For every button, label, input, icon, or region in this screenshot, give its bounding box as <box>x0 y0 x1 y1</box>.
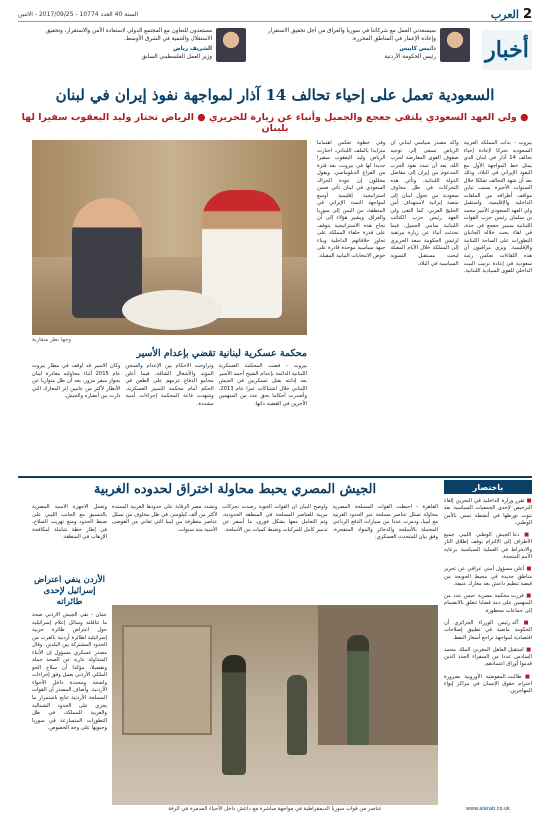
quote-text <box>254 28 436 61</box>
sub-story-column: وكان الأسير قد أوقف في مطار بيروت عام 2015 أثناء محاولته مغادرة لبنان بجواز سفر مزور، بعد أن ظل متواريا عن الأنظار لأكثر من عامين إثر المعارك التي دارت بين أنصاره والجيش. <box>32 363 121 400</box>
photo-table <box>122 290 222 330</box>
lead-column: وأكد مصدر سياسي لبناني أن الرياض تسعى إلى توحيد صفوف القوى المعارضة لحزب الله، بعد أن تمدد نفوذ الحزب المدعوم من إيران إلى مفاصل الدولة اللبنانية. وتأتي هذه التحركات في ظل مخاوف سعودية من تحول لبنان إلى منصة إيرانية لاستهداف أمن الخليج العربي. كما التقى ولي العهد رئيس حزب الكتائب اللبنانية سامي الجميل، فيما تحدثت أنباء عن زيارة مرتقبة لرئيس الحكومة سعد الحريري إلى المملكة خلال الأيام المقبلة لبحث مستقبل التسوية السياسية في البلاد. <box>390 140 459 267</box>
photo-figure <box>347 635 369 745</box>
second-story-left-column: وتعمل الأجهزة الأمنية المصرية بالتنسيق مع الجانب الليبي على ضبط الحدود ومنع تهريب السلاح، في إطار خطة شاملة لمكافحة الإرهاب في المنطقة. <box>32 504 107 541</box>
brief-item: ■ أكد رئيس الوزراء الجزائري أن الحكومة ماضية في تطبيق إصلاحات اقتصادية لمواجهة تراجع أسعار النفط. <box>444 620 532 642</box>
lead-body <box>317 140 532 465</box>
quote-body: سيسعدني العمل مع شركائنا في سوريا والعراق من أجل تحقيق الاستقرار وإعادة الإعمار في المناطق المحررة. <box>267 28 436 42</box>
sub-story <box>32 348 307 468</box>
brief-item: ■ طالبت المفوضية الأوروبية بضرورة احترام حقوق الإنسان في مراكز إيواء المهاجرين. <box>444 674 532 696</box>
brief-item: ■ تقرر وزارة الداخلية في البحرين إلغاء الترخيص لإحدى الجمعيات السياسية بعد ثبوت تورطها في أنشطة تمس بالأمن الوطني. <box>444 498 532 527</box>
photo-building <box>122 625 212 735</box>
jordan-story <box>32 575 107 800</box>
quote-name: الشريف رياض <box>173 46 212 53</box>
quote-box <box>254 28 470 76</box>
photo-building <box>318 605 438 745</box>
raqqa-photo <box>112 605 438 805</box>
photo-figure <box>287 675 307 755</box>
brief-item: ■ دعا الجيش الوطني الليبي جميع الأطراف إلى الالتزام بوقف إطلاق النار والانخراط في العملية السياسية برعاية الأمم المتحدة. <box>444 532 532 561</box>
sub-story-column: بيروت - قضت المحكمة العسكرية اللبنانية الدائمة بإعدام الشيخ أحمد الأسير بعد إدانته بقتل عسكريين في الجيش اللبناني خلال اشتباكات عبرا عام 2013، وأصدرت أحكاما بحق عدد من المتهمين الآخرين في القضية ذاتها. <box>218 363 307 407</box>
quote-text <box>30 28 212 61</box>
quotes-strip <box>30 28 470 76</box>
jordan-headline: الأردن ينفي اعتراض إسرائيل لإحدى طائراته <box>34 575 105 608</box>
masthead-bar <box>18 8 532 22</box>
second-story-body <box>112 504 438 600</box>
section-label: أخبار <box>482 30 532 70</box>
quote-body: مستعدون للتعاون مع المجتمع الدولي لاستعادة الأمن والاستقرار، وتحقيق الاستقلال والتنمية في الشرق الأوسط. <box>45 28 212 42</box>
quote-role: رئيس الحكومة الأردنية <box>384 53 436 60</box>
page-number: 2 <box>522 7 532 22</box>
second-headline: الجيش المصري يحبط محاولة اختراق لحدوده الغربية <box>93 482 377 497</box>
briefs-column <box>444 498 532 798</box>
issue-date-line: السنة 40 العدد 10774 - 2017/09/25 - الاثنين <box>18 11 139 18</box>
website-footer: www.alarab.co.uk <box>465 806 511 812</box>
brief-item: ■ أعلن مسؤول أمني عراقي عن تحرير مناطق جديدة في محيط الحويجة من قبضة تنظيم داعش بعد معارك عنيفة. <box>444 566 532 588</box>
lead-column: بيروت - بدأت المملكة العربية السعودية تحركا لإعادة إحياء تحالف 14 آذار في لبنان الذي يمثل خط المواجهة الأول مع النفوذ الإيراني في البلاد، وذلك بعد أن شهد التحالف تفككا خلال السنوات الأخيرة بسبب تباين مواقف أطرافه من الملفات الداخلية والإقليمية. واستقبل ولي العهد السعودي الأمير محمد بن سلمان رئيس حزب القوات اللبنانية سمير جعجع في جدة، في لقاء بحث خلاله الجانبان التطورات على الساحة اللبنانية والإقليمية. ويرى مراقبون أن هذه اللقاءات تعكس رغبة سعودية في إعادة ترتيب البيت الداخلي للقوى السيادية اللبنانية. <box>463 140 532 275</box>
sub-story-headline: محكمة عسكرية لبنانية تقضي بإعدام الأسير <box>136 348 307 359</box>
lead-headline: السعودية تعمل على إحياء تحالف 14 آذار لمواجهة نفوذ إيران في لبنان <box>55 86 495 104</box>
newspaper-logo: العرب <box>490 8 519 21</box>
lead-photo <box>32 140 307 335</box>
lead-photo-caption: وجها نظر متقاربة <box>32 337 72 343</box>
sub-story-column: وتراوحت الأحكام بين الإعدام والسجن المؤبد والأشغال الشاقة، فيما أعلن محامو الدفاع عزمهم على الطعن في الحكم أمام محكمة التمييز العسكرية. وشهدت قاعة المحكمة إجراءات أمنية مشددة. <box>125 363 214 407</box>
lead-subhead: ● ولي العهد السعودي يلتقي جعجع والجميل وأنباء عن زيارة للحريري ● الرياض تختار وليد اليعقوب سفيرا لها بلبنان <box>21 112 529 134</box>
lead-column: وفي خطوة تعكس اهتماما متزايدا بالملف اللبناني، اختارت الرياض وليد اليعقوب سفيرا جديدا لها في بيروت، بعد فترة من الفراغ الدبلوماسي. ويقول محللون إن عودة الحراك السعودي في لبنان تأتي ضمن استراتيجية إقليمية أوسع لمواجهة التمدد الإيراني في المنطقة، من اليمن إلى سوريا والعراق. ويشير هؤلاء إلى أن نجاح هذه الاستراتيجية يتوقف على قدرة حلفاء المملكة على تجاوز خلافاتهم الداخلية وبناء جبهة سياسية موحدة قادرة على خوض الانتخابات النيابية المقبلة. <box>317 140 386 259</box>
brief-item: ■ قررت محكمة مصرية حبس عدد من المتهمين على ذمة قضايا تتعلق بالانضمام إلى جماعات محظورة. <box>444 593 532 615</box>
jordan-body: عمان - نفى الجيش الأردني صحة ما تناقلته وسائل إعلام إسرائيلية حول اعتراض طائرة حربية إسرائيلية لطائرة أردنية بالقرب من الحدود المشتركة بين البلدين. وقال مصدر عسكري مسؤول إن الأنباء المتداولة عارية عن الصحة جملة وتفصيلا، مؤكدا أن سلاح الجو الملكي الأردني يعمل وفق إجراءات واضحة ومحددة داخل الأجواء الأردنية. وأضاف المصدر أن القوات المسلحة الأردنية تتابع باستمرار ما يجري على الحدود الشمالية والغربية للمملكة، في ظل التطورات المتسارعة في سوريا وجنوبها على وجه الخصوص. <box>32 612 107 732</box>
quote-role: وزير العمل الفلسطيني السابق <box>141 53 212 60</box>
brief-item: ■ استقبل العاهل المغربي الملك محمد السادس عددا من السفراء الجدد الذين قدموا أوراق اعتمادهم. <box>444 647 532 669</box>
photo-figure <box>222 655 246 775</box>
second-story-column: القاهرة - أحبطت القوات المسلحة المصرية محاولة تسلل عناصر مسلحة عبر الحدود الغربية مع ليبيا، ودمرت عددا من سيارات الدفع الرباعي المحملة بالأسلحة والذخائر والمواد المتفجرة، وفق بيان للمتحدث العسكري. <box>332 504 438 541</box>
section-divider <box>18 476 532 478</box>
quote-name: دانيس كابيس <box>399 46 436 53</box>
second-story-column: وأوضح البيان أن القوات الجوية رصدت تحركات مريبة للعناصر المسلحة في المنطقة الحدودية، وتم التعامل معها بشكل فوري، ما أسفر عن تدمير كامل للمركبات وضبط كميات من الأسلحة. <box>222 504 328 533</box>
raqqa-photo-caption: عناصر من قوات سوريا الديمقراطية في مواجهة مباشرة مع داعش داخل الأحياء المدمرة في الرقة <box>168 806 382 812</box>
briefs-title: باختصار <box>444 480 532 494</box>
quote-box <box>30 28 246 76</box>
second-story-column: وتشدد مصر الرقابة على حدودها الغربية الممتدة لأكثر من ألف كيلومتر، في ظل مخاوف من تسلل عناصر متطرفة من ليبيا التي تعاني من الفوضى الأمنية منذ سنوات. <box>112 504 218 533</box>
sub-story-body <box>32 363 307 463</box>
portrait-icon <box>440 28 470 62</box>
portrait-icon <box>216 28 246 62</box>
masthead-brand <box>491 7 532 22</box>
